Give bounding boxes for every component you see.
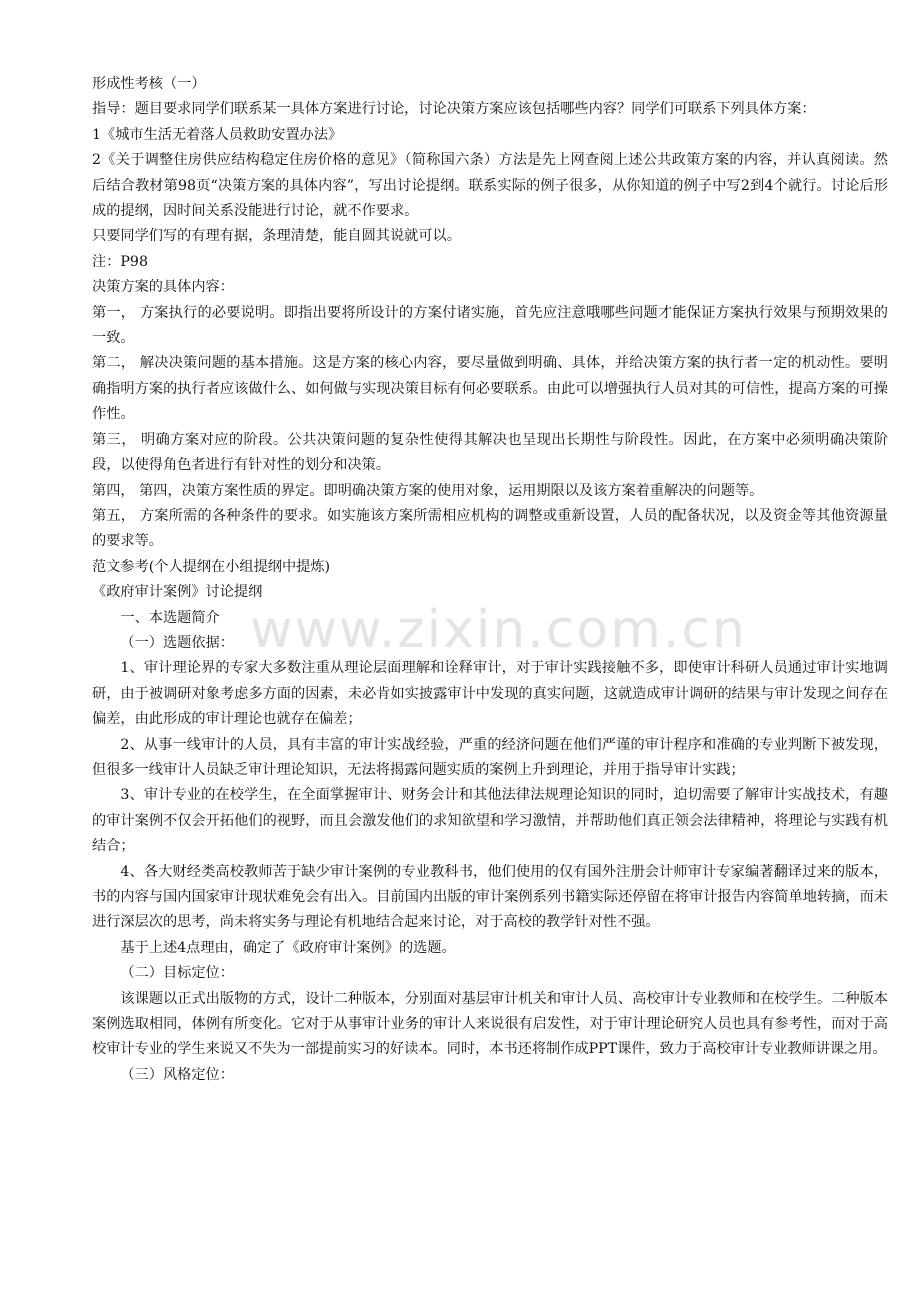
content-item-3: 第三， 明确方案对应的阶段。公共决策问题的复杂性使得其解决也呈现出长期性与阶段性。因此，在方案中必须明确决策阶段，以使得角色者进行有针对性的划分和决策。 (92, 431, 888, 474)
plan-item-1: 1《城市生活无着落人员救助安置办法》 (92, 126, 343, 143)
basis-paragraph-4: 4、各大财经类高校教师苦于缺少审计案例的专业教科书，他们使用的仅有国外注册会计师审计专家编著翻译过来的版本，书的内容与国内国家审计现状难免会有出入。目前国内出版的审计案例系列书籍实际还停留在将审计报告内容简单地转摘，而未进行深层次的思考，尚未将实务与理论有机地结合起来讨论，对于高校的教学针对性不强。 (92, 863, 888, 931)
content-item-4: 第四， 第四，决策方案性质的界定。即明确决策方案的使用对象，运用期限以及该方案着重解决的问题等。 (92, 482, 764, 499)
requirement-paragraph: 只要同学们写的有理有据，条理清楚，能自圆其说就可以。 (92, 228, 461, 245)
document-content (92, 72, 888, 1088)
content-item-5: 第五， 方案所需的各种条件的要求。如实施该方案所需相应机构的调整或重新设置，人员的配备状况，以及资金等其他资源量的要求等。 (92, 507, 888, 550)
watermark-text: www.zixin.com.cn (250, 600, 747, 660)
target-paragraph: 该课题以正式出版物的方式，设计二种版本，分别面对基层审计机关和审计人员、高校审计专业教师和在校学生。二种版本案例选取相同，体例有所变化。它对于从事审计业务的审计人来说很有启发性，对于审计理论研究人员也具有参考性，而对于高校审计专业的学生来说又不失为一部提前实习的好读本。同时，本书还将制作成PPT课件，致力于高校审计专业教师讲课之用。 (92, 990, 888, 1058)
document-page (92, 72, 888, 1088)
conclusion-paragraph: 基于上述4点理由，确定了《政府审计案例》的选题。 (120, 939, 456, 956)
sample-title: 《政府审计案例》讨论提纲 (92, 584, 263, 601)
basis-paragraph-1: 1、审计理论界的专家大多数注重从理论层面理解和诠释审计，对于审计实践接触不多，即使审计科研人员通过审计实地调研，由于被调研对象考虑多方面的因素，未必肯如实披露审计中发现的真实问题，这就造成审计调研的结果与审计发现之间存在偏差，由此形成的审计理论也就存在偏差； (92, 660, 888, 728)
basis-paragraph-2: 2、从事一线审计的人员，具有丰富的审计实战经验，严重的经济问题在他们严谨的审计程序和准确的专业判断下被发现，但很多一线审计人员缺乏审计理论知识，无法将揭露问题实质的案例上升到理论，并用于指导审计实践； (92, 736, 888, 778)
plan-item-2: 2《关于调整住房供应结构稳定住房价格的意见》（简称国六条）方法是先上网查阅上述公共政策方案的内容，并认真阅读。然后结合教材第98页“决策方案的具体内容”，写出讨论提纲。联系实际的例子很多，从你知道的例子中写2到4个就行。讨论后形成的提纲，因时间关系没能进行讨论，就不作要求。 (92, 152, 888, 220)
sample-heading: 范文参考(个人提纲在小组提纲中提炼) (92, 558, 331, 575)
subsection-heading-2: （二）目标定位： (120, 965, 234, 982)
subsection-heading-1: （一）选题依据： (120, 634, 234, 651)
content-heading: 决策方案的具体内容： (92, 279, 234, 296)
content-item-2: 第二， 解决决策问题的基本措施。这是方案的核心内容，要尽量做到明确、具体，并给决策方案的执行者一定的机动性。要明确指明方案的执行者应该做什么、如何做与实现决策目标有何必要联系。由此可以增强执行人员对其的可信性，提高方案的可操作性。 (92, 355, 888, 423)
doc-title: 形成性考核（一） (92, 76, 206, 92)
content-item-1: 第一， 方案执行的必要说明。即指出要将所设计的方案付诸实施，首先应注意哦哪些问题才能保证方案执行效果与预期效果的一致。 (92, 304, 888, 347)
section-heading-1: 一、本选题简介 (120, 609, 220, 626)
guidance-paragraph: 指导：题目要求同学们联系某一具体方案进行讨论，讨论决策方案应该包括哪些内容？同学们可联系下列具体方案： (92, 101, 816, 118)
basis-paragraph-3: 3、审计专业的在校学生，在全面掌握审计、财务会计和其他法律法规理论知识的同时，迫切需要了解审计实战技术，有趣的审计案例不仅会开拓他们的视野，而且会激发他们的求知欲望和学习激情，并帮助他们真正领会法律精神，将理论与实践有机结合； (92, 787, 888, 855)
note-paragraph: 注：P98 (92, 253, 148, 270)
subsection-heading-3: （三）风格定位： (120, 1066, 234, 1083)
